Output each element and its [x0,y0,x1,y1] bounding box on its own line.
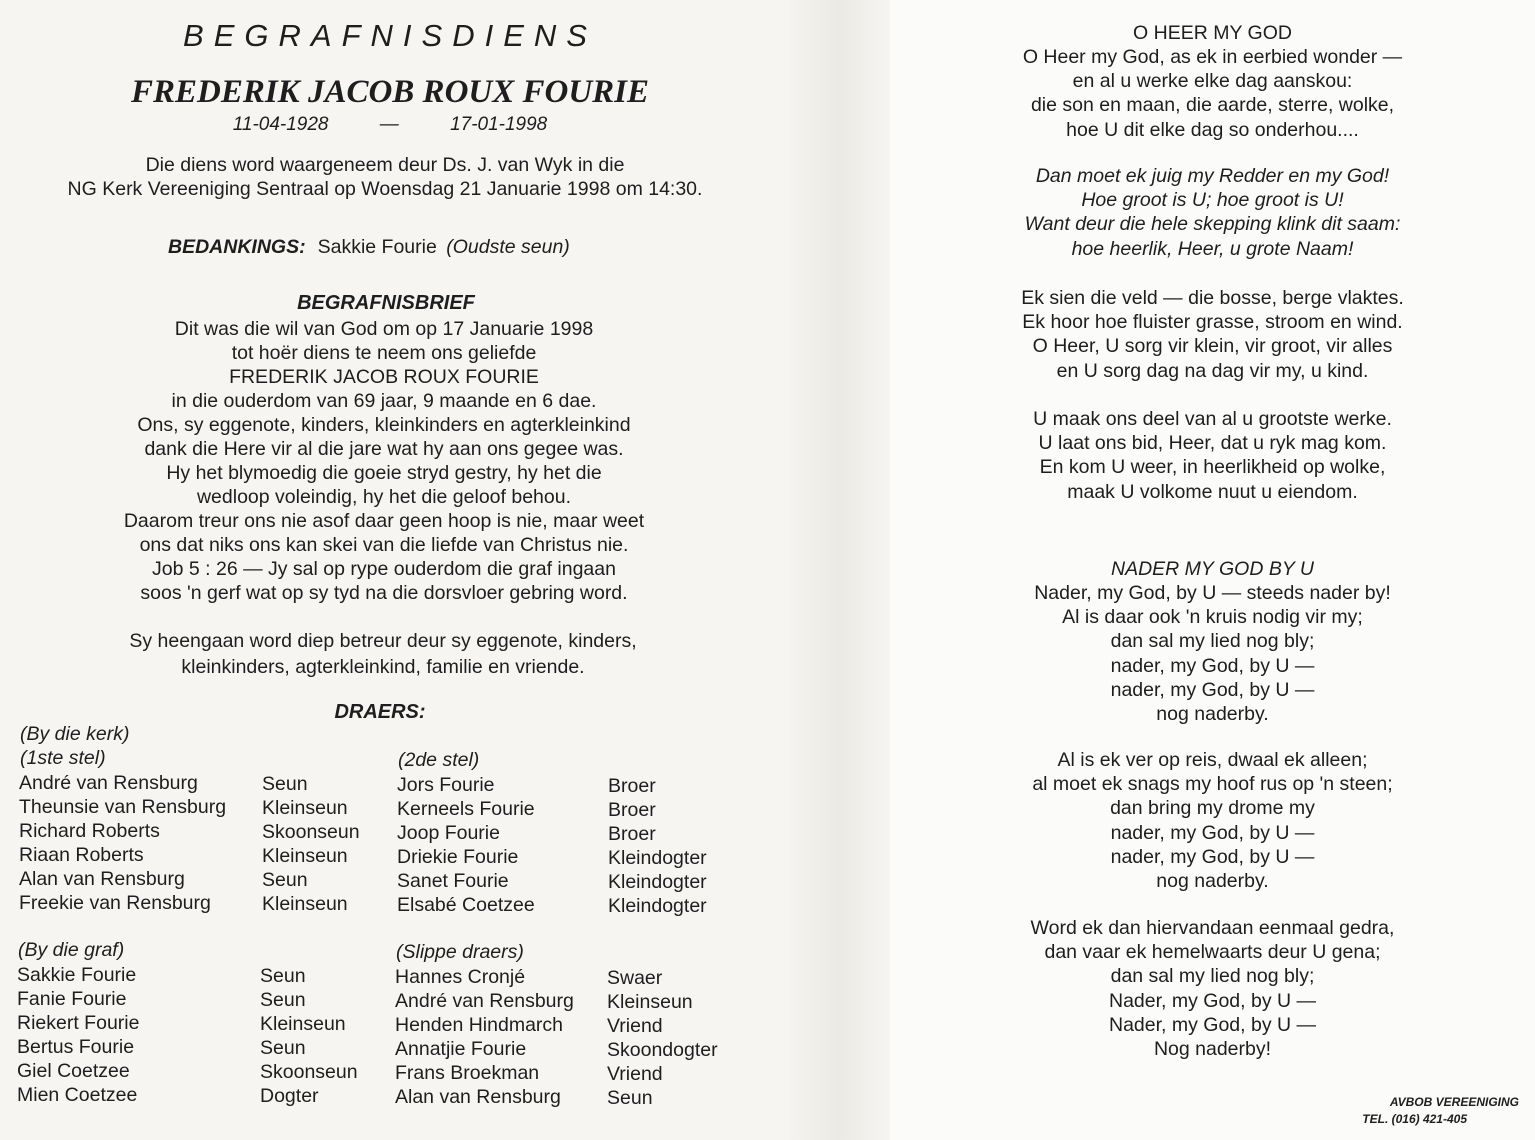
bearer-relation: Broer [608,823,656,845]
hymn1-verse3 [890,407,1535,504]
hymn2-title: NADER MY GOD BY U [1111,558,1314,580]
hymn-line: En kom U weer, in heerlikheid op wolke, [1039,456,1386,479]
bearer-relation: Broer [608,799,656,821]
service-line: Die diens word waargeneem deur Ds. J. van Wyk in die [145,154,625,176]
hymn2-verse1 [890,581,1535,726]
death-date: 17-01-1998 [450,114,548,135]
set1-relations [262,772,360,916]
hymn1-chorus [890,164,1535,261]
hymn-line: hoe heerlik, Heer, u grote Naam! [1071,237,1354,260]
thanks-label: BEDANKINGS: [168,236,306,258]
hymn1-title: O HEER MY GOD [1133,22,1292,44]
thanks-note: (Oudste seun) [446,236,570,258]
hymn-line: Al is daar ook 'n kruis nodig vir my; [1062,606,1363,629]
letter-heading: BEGRAFNISBRIEF [297,292,475,314]
mourning-line: Sy heengaan word diep betreur deur sy eggenote, kinders, [129,630,637,652]
bearer-relation: Kleindogter [608,895,707,917]
hymn-line: nader, my God, by U — [1110,678,1315,701]
bearer-name: André van Rensburg [19,772,198,794]
letter-line: Dit was die wil van God om op 17 Januarie 1998 [174,318,594,340]
bearers-heading: DRAERS: [334,701,426,723]
slip-relations [607,966,718,1110]
set2-relations [608,774,707,918]
bearer-name: Driekie Fourie [397,846,519,868]
birth-date: 11-04-1928 [232,114,329,135]
set2-label: (2de stel) [398,749,480,771]
mourning-note [0,628,766,680]
bearer-relation: Vriend [607,1063,663,1085]
hymn-line: dan vaar ek hemelwaarts deur U gena; [1044,941,1381,964]
hymn-line: Al is ek ver op reis, dwaal ek alleen; [1057,749,1368,771]
footer-telephone: TEL. (016) 421-405 [1362,1112,1467,1126]
hymn-line: Nader, my God, by U — [1109,989,1316,1012]
hymn-line: nader, my God, by U — [1110,821,1315,844]
bearer-name: Alan van Rensburg [395,1086,561,1108]
hymn-line: Ek hoor hoe fluister grasse, stroom en wind. [1022,311,1403,334]
bearer-relation: Seun [607,1087,653,1109]
funeral-letter [0,317,768,605]
letter-line: Daarom treur ons nie asof daar geen hoop is nie, maar weet [123,510,645,532]
hymn-line: Want deur die hele skepping klink dit saam: [1024,213,1401,236]
bearer-relation: Kleinseun [607,991,693,1013]
hymn-line: Nader, my God, by U — [1109,1013,1316,1036]
bearer-relation: Kleinseun [262,845,348,867]
hymn2-verse3 [890,916,1535,1061]
set2-names [397,773,535,917]
hymn-line: maak U volkome nuut u eiendom. [1067,480,1358,503]
letter-line: FREDERIK JACOB ROUX FOURIE [229,366,539,388]
hymn-line: nog naderby. [1156,703,1269,726]
church-label: (By die kerk) [20,723,130,745]
hymn1-verse2 [890,286,1535,383]
hymn-line: O Heer my God, as ek in eerbied wonder — [1022,46,1403,68]
hymn-line: dan bring my drome my [1110,797,1315,820]
bearer-name: Riaan Roberts [19,844,144,866]
hymn2-verse2 [890,748,1535,893]
hymn-line: Nader, my God, by U — steeds nader by! [1034,582,1391,604]
letter-line: dank die Here vir al die jare wat hy aan ons gegee was. [144,438,624,460]
bearer-name: Freekie van Rensburg [19,892,211,914]
bearer-name: André van Rensburg [395,990,574,1012]
letter-line: Hy het blymoedig die goeie stryd gestry, hy het die [166,462,602,484]
letter-line: ons dat niks ons kan skei van die liefde van Christus nie. [139,534,629,556]
bearer-name: Elsabé Coetzee [397,894,535,916]
bearer-relation: Kleinseun [260,1013,346,1035]
hymn-line: nog naderby. [1156,870,1269,893]
set1-label: (1ste stel) [20,747,106,769]
bearer-name: Annatjie Fourie [395,1038,527,1060]
bearer-name: Bertus Fourie [17,1036,135,1058]
service-info [0,153,770,201]
bearer-name: Sakkie Fourie [17,964,137,986]
hymn-line: Dan moet ek juig my Redder en my God! [1035,165,1390,187]
letter-line: in die ouderdom van 69 jaar, 9 maande en 6 dae. [171,390,597,412]
set1-names [19,771,226,915]
hymn-line: Nog naderby! [1153,1038,1272,1061]
grave-relations [260,964,358,1108]
bearer-name: Jors Fourie [397,774,495,796]
hymn-line: Word ek dan hiervandaan eenmaal gedra, [1030,917,1395,939]
mourning-line: kleinkinders, agterkleinkind, familie en vriende. [181,656,585,678]
hymn-line: al moet ek snags my hoof rus op 'n steen; [1032,773,1393,796]
bearer-relation: Broer [608,775,656,797]
bearer-name: Richard Roberts [19,820,160,842]
hymn1-verse1 [890,45,1535,142]
bearer-relation: Seun [262,869,308,891]
hymn-line: en U sorg dag na dag vir my, u kind. [1056,359,1369,382]
hymn-line: dan sal my lied nog bly; [1110,630,1315,653]
bearer-relation: Kleindogter [608,847,707,869]
grave-label: (By die graf) [18,939,125,961]
bearer-name: Henden Hindmarch [395,1014,564,1036]
hymn-line: U laat ons bid, Heer, dat u ryk mag kom. [1038,432,1387,455]
bearer-name: Hannes Cronjé [395,966,526,988]
letter-line: wedloop voleindig, hy het die geloof behou. [196,486,572,508]
date-dash: — [379,114,399,135]
funeral-home-footer [1362,1094,1519,1128]
bearer-name: Frans Broekman [395,1062,540,1084]
bearer-name: Giel Coetzee [17,1060,130,1082]
letter-line: Job 5 : 26 — Jy sal op rype ouderdom die graf ingaan [152,558,616,580]
bearer-name: Alan van Rensburg [19,868,185,890]
hymn-line: dan sal my lied nog bly; [1110,965,1315,988]
bearer-name: Kerneels Fourie [397,798,535,820]
thanks-name: Sakkie Fourie [317,236,437,258]
letter-line: Ons, sy eggenote, kinders, kleinkinders en agterkleinkind [137,414,631,436]
hymn-line: U maak ons deel van al u grootste werke. [1033,408,1392,430]
bearer-relation: Seun [262,773,308,795]
bearer-relation: Skoonseun [262,821,360,843]
bearer-relation: Swaer [607,967,663,989]
bearer-relation: Dogter [260,1085,319,1107]
hymn-line: en al u werke elke dag aanskou: [1072,70,1353,93]
bearer-name: Mien Coetzee [17,1084,138,1106]
bearer-relation: Kleinseun [262,893,348,915]
page-fold [790,0,890,1140]
bearer-relation: Skoonseun [260,1061,358,1083]
bearer-relation: Kleindogter [608,871,707,893]
document-title: BEGRAFNISDIENS [183,18,597,53]
footer-company: AVBOB VEREENIGING [1389,1095,1519,1109]
hymn-line: die son en maan, die aarde, sterre, wolke, [1030,94,1395,117]
bearer-name: Joop Fourie [397,822,500,844]
bearer-name: Sanet Fourie [397,870,509,892]
hymn-line: O Heer, U sorg vir klein, vir groot, vir alles [1032,335,1393,358]
thanks-line [168,236,570,259]
right-page [890,0,1535,1140]
bearer-relation: Skoondogter [607,1039,718,1061]
bearer-relation: Seun [260,1037,306,1059]
letter-line: tot hoër diens te neem ons geliefde [231,342,537,364]
hymn-line: nader, my God, by U — [1110,845,1315,868]
hymn-line: nader, my God, by U — [1110,654,1315,677]
slip-names [395,965,574,1109]
hymn-line: Hoe groot is U; hoe groot is U! [1081,189,1344,212]
bearer-name: Theunsie van Rensburg [19,796,227,818]
deceased-name: FREDERIK JACOB ROUX FOURIE [130,74,650,110]
life-dates [0,114,780,136]
bearer-name: Fanie Fourie [17,988,127,1010]
grave-names [17,963,139,1107]
slip-label: (Slippe draers) [396,941,524,963]
service-line: NG Kerk Vereeniging Sentraal op Woensdag 21 Januarie 1998 om 14:30. [67,178,703,200]
bearer-relation: Vriend [607,1015,663,1037]
hymn-line: Ek sien die veld — die bosse, berge vlaktes. [1021,287,1404,309]
bearer-name: Riekert Fourie [17,1012,140,1034]
bearer-relation: Seun [260,965,306,987]
bearer-relation: Seun [260,989,306,1011]
bearer-relation: Kleinseun [262,797,348,819]
hymn-line: hoe U dit elke dag so onderhou.... [1066,118,1359,141]
letter-line: soos 'n gerf wat op sy tyd na die dorsvloer gebring word. [140,582,628,604]
